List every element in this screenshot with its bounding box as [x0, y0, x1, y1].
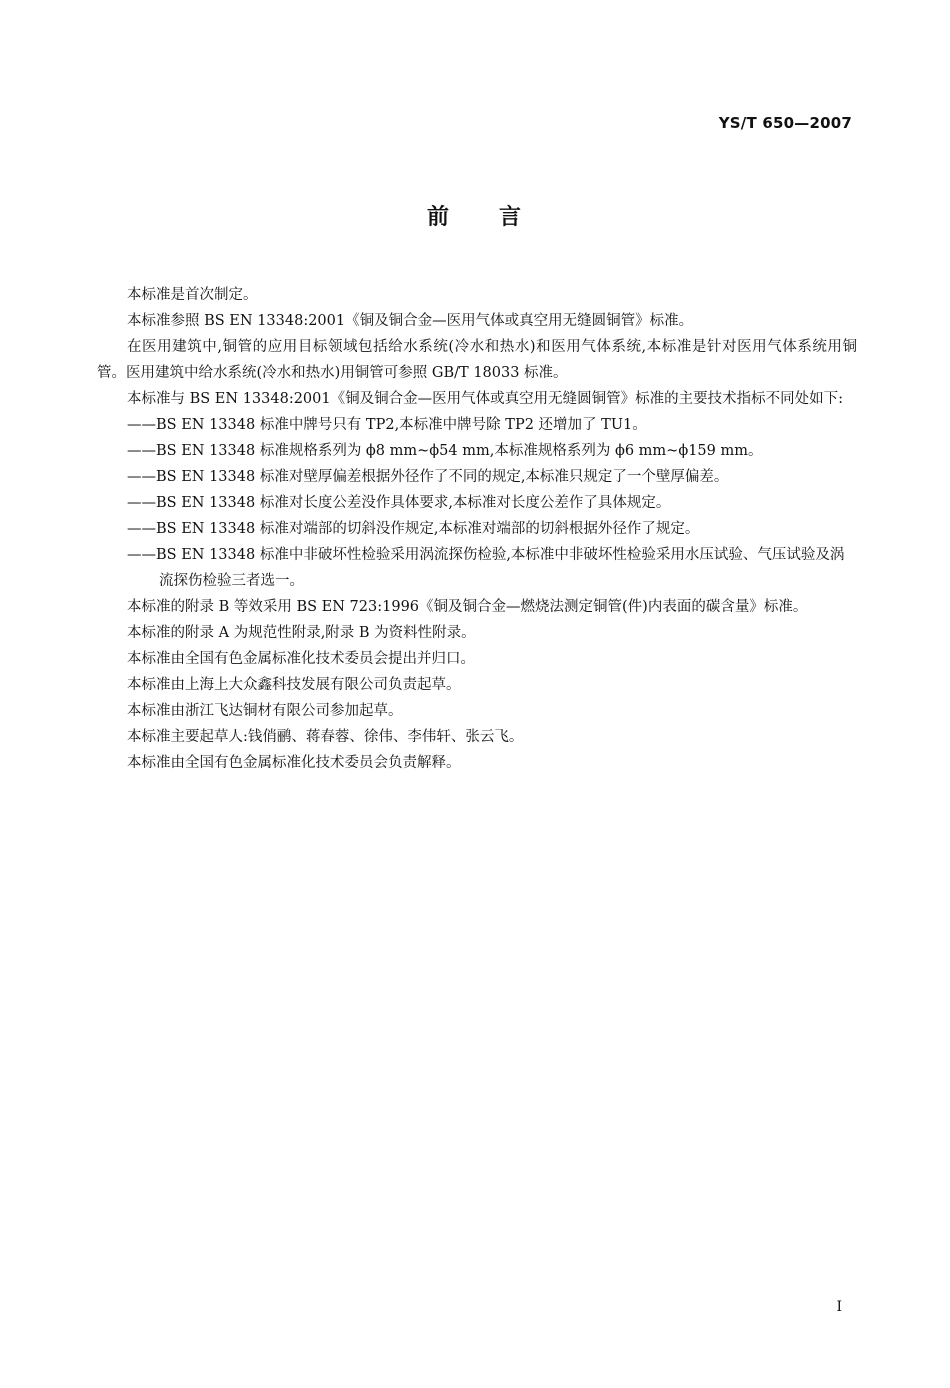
paragraph-scope: 在医用建筑中,铜管的应用目标领域包括给水系统(冷水和热水)和医用气体系统,本标准是针对医用气体系统用铜管。医用建筑中给水系统(冷水和热水)用铜管可参照 GB/T 18033 标准。: [97, 339, 857, 381]
paragraph-first-issue: 本标准是首次制定。: [127, 287, 258, 303]
title-part-1: 前: [426, 205, 451, 230]
paragraph-interpretation: 本标准由全国有色金属标准化技术委员会负责解释。: [127, 755, 461, 771]
paragraph-drafter: 本标准由上海上大众鑫科技发展有限公司负责起草。: [127, 677, 461, 693]
difference-item: ——BS EN 13348 标准中非破坏性检验采用涡流探伤检验,本标准中非破坏性检验采用水压试验、气压试验及涡流探伤检验三者选一。: [127, 547, 845, 589]
difference-item: ——BS EN 13348 标准中牌号只有 TP2,本标准中牌号除 TP2 还增加了 TU1。: [127, 417, 647, 433]
paragraph-differences-intro: 本标准与 BS EN 13348:2001《铜及铜合金—医用气体或真空用无缝圆铜管》标准的主要技术指标不同处如下:: [127, 391, 843, 407]
paragraph-reference: 本标准参照 BS EN 13348:2001《铜及铜合金—医用气体或真空用无缝圆铜管》标准。: [127, 313, 694, 329]
difference-item: ——BS EN 13348 标准对端部的切斜没作规定,本标准对端部的切斜根据外径作了规定。: [127, 521, 700, 537]
document-body: [97, 282, 857, 776]
difference-item: ——BS EN 13348 标准规格系列为 ϕ8 mm~ϕ54 mm,本标准规格系列为 ϕ6 mm~ϕ159 mm。: [127, 443, 763, 459]
page-number: I: [836, 1299, 842, 1315]
paragraph-authors: 本标准主要起草人:钱俏鹂、蒋春蓉、徐伟、李伟轩、张云飞。: [127, 729, 524, 745]
paragraph-annex-types: 本标准的附录 A 为规范性附录,附录 B 为资料性附录。: [127, 625, 476, 641]
difference-item: ——BS EN 13348 标准对长度公差没作具体要求,本标准对长度公差作了具体规定。: [127, 495, 671, 511]
title-part-2: 言: [499, 205, 524, 230]
paragraph-co-drafter: 本标准由浙江飞达铜材有限公司参加起草。: [127, 703, 403, 719]
standard-code: YS/T 650—2007: [718, 114, 852, 132]
page-title: [0, 200, 950, 231]
difference-item: ——BS EN 13348 标准对壁厚偏差根据外径作了不同的规定,本标准只规定了一个壁厚偏差。: [127, 469, 729, 485]
paragraph-proposer: 本标准由全国有色金属标准化技术委员会提出并归口。: [127, 651, 475, 667]
paragraph-annex-b: 本标准的附录 B 等效采用 BS EN 723:1996《铜及铜合金—燃烧法测定铜管(件)内表面的碳含量》标准。: [127, 599, 808, 615]
